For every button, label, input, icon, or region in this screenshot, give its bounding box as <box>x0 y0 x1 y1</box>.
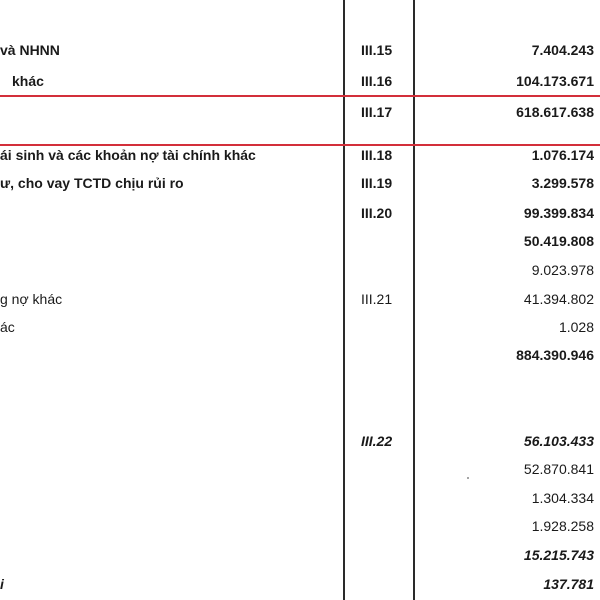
row-amount: 50.419.808 <box>523 233 594 249</box>
row-amount: 41.394.802 <box>523 291 594 307</box>
row-amount: 7.404.243 <box>531 42 594 58</box>
row-amount: 15.215.743 <box>523 547 594 563</box>
column-divider-note <box>343 0 345 600</box>
row-label: khác <box>12 73 44 89</box>
row-amount: 99.399.834 <box>523 205 594 221</box>
row-amount: 1.928.258 <box>531 518 594 534</box>
row-note: III.16 <box>361 73 393 89</box>
row-note: III.15 <box>361 42 393 58</box>
row-label: i <box>0 576 4 592</box>
row-amount: 104.173.671 <box>516 73 594 89</box>
row-label: g nợ khác <box>0 291 63 307</box>
column-divider-amount <box>413 0 415 600</box>
row-amount: 884.390.946 <box>516 347 594 363</box>
row-amount: 3.299.578 <box>531 175 594 191</box>
row-label: ác <box>0 319 15 335</box>
row-note: III.21 <box>361 291 393 307</box>
row-amount: 1.028 <box>558 319 594 335</box>
row-amount: 52.870.841 <box>523 461 594 477</box>
row-note: III.18 <box>361 147 393 163</box>
row-label: ái sinh và các khoản nợ tài chính khác <box>0 147 256 163</box>
row-note: III.20 <box>361 205 393 221</box>
row-note: III.17 <box>361 104 393 120</box>
scan-speck <box>467 477 469 479</box>
row-amount: 1.304.334 <box>531 490 594 506</box>
row-note: III.22 <box>361 433 393 449</box>
row-amount: 618.617.638 <box>516 104 594 120</box>
row-amount: 1.076.174 <box>531 147 594 163</box>
row-amount: 56.103.433 <box>523 433 594 449</box>
row-amount: 137.781 <box>543 576 594 592</box>
row-amount: 9.023.978 <box>531 262 594 278</box>
row-label: ư, cho vay TCTD chịu rủi ro <box>0 175 184 191</box>
row-note: III.19 <box>361 175 393 191</box>
highlight-line-top <box>0 95 600 97</box>
row-label: và NHNN <box>0 42 60 58</box>
